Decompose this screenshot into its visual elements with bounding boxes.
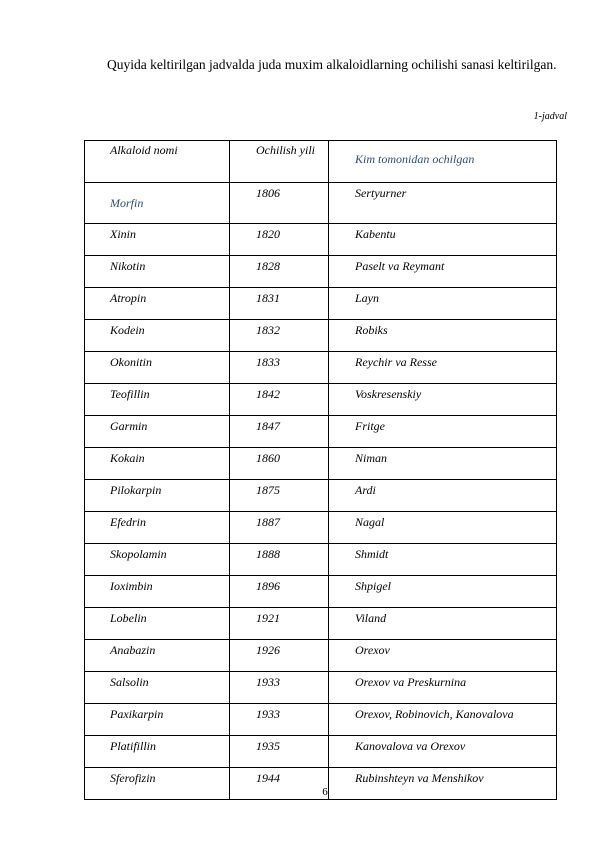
intro-paragraph: Quyida keltirilgan jadvalda juda muxim alkaloidlarning ochilishi sanasi keltirilgan. bbox=[107, 57, 557, 72]
alkaloid-table bbox=[84, 140, 557, 800]
table-row bbox=[85, 736, 557, 768]
cell-alkaloid-name: Efedrin bbox=[85, 512, 230, 544]
cell-discovery-year: 1842 bbox=[230, 384, 329, 416]
cell-discovery-year: 1935 bbox=[230, 736, 329, 768]
table-row bbox=[85, 480, 557, 512]
cell-discovery-year: 1832 bbox=[230, 320, 329, 352]
table-row bbox=[85, 416, 557, 448]
cell-discovered-by: Kanovalova va Orexov bbox=[329, 736, 557, 768]
table-row bbox=[85, 544, 557, 576]
cell-discovered-by: Paselt va Reymant bbox=[329, 256, 557, 288]
cell-discovery-year: 1828 bbox=[230, 256, 329, 288]
table-row bbox=[85, 576, 557, 608]
cell-discovered-by: Orexov va Preskurnina bbox=[329, 672, 557, 704]
cell-discovered-by: Ardi bbox=[329, 480, 557, 512]
cell-discovered-by: Reychir va Resse bbox=[329, 352, 557, 384]
cell-discovered-by: Shpigel bbox=[329, 576, 557, 608]
cell-discovery-year: 1887 bbox=[230, 512, 329, 544]
cell-discovery-year: 1833 bbox=[230, 352, 329, 384]
cell-discovered-by: Robiks bbox=[329, 320, 557, 352]
table-row bbox=[85, 704, 557, 736]
table-row bbox=[85, 256, 557, 288]
cell-discovered-by: Orexov bbox=[329, 640, 557, 672]
cell-discovery-year: 1806 bbox=[230, 183, 329, 224]
cell-discovered-by: Viland bbox=[329, 608, 557, 640]
cell-alkaloid-name: Skopolamin bbox=[85, 544, 230, 576]
cell-discovery-year: 1888 bbox=[230, 544, 329, 576]
table-header-row bbox=[85, 141, 557, 183]
cell-discovery-year: 1921 bbox=[230, 608, 329, 640]
cell-discovery-year: 1933 bbox=[230, 704, 329, 736]
cell-alkaloid-name: Paxikarpin bbox=[85, 704, 230, 736]
cell-alkaloid-name: Okonitin bbox=[85, 352, 230, 384]
cell-discovery-year: 1933 bbox=[230, 672, 329, 704]
cell-alkaloid-name: Nikotin bbox=[85, 256, 230, 288]
table-row bbox=[85, 640, 557, 672]
cell-discovery-year: 1926 bbox=[230, 640, 329, 672]
cell-discovery-year: 1944 bbox=[230, 768, 329, 800]
cell-discovery-year: 1820 bbox=[230, 224, 329, 256]
cell-discovered-by: Shmidt bbox=[329, 544, 557, 576]
cell-alkaloid-name: Lobelin bbox=[85, 608, 230, 640]
cell-discovery-year: 1875 bbox=[230, 480, 329, 512]
table-row bbox=[85, 224, 557, 256]
table-row bbox=[85, 448, 557, 480]
table-row bbox=[85, 672, 557, 704]
cell-discovered-by: Kabentu bbox=[329, 224, 557, 256]
cell-discovered-by: Nagal bbox=[329, 512, 557, 544]
cell-alkaloid-name: Kodein bbox=[85, 320, 230, 352]
cell-alkaloid-name: Kokain bbox=[85, 448, 230, 480]
cell-discovered-by: Voskresenskiy bbox=[329, 384, 557, 416]
cell-discovered-by: Sertyurner bbox=[329, 183, 557, 224]
cell-alkaloid-name: Xinin bbox=[85, 224, 230, 256]
header-discovery-year: Ochilish yili bbox=[230, 141, 329, 183]
cell-alkaloid-name: Garmin bbox=[85, 416, 230, 448]
cell-alkaloid-name: Salsolin bbox=[85, 672, 230, 704]
cell-discovered-by: Niman bbox=[329, 448, 557, 480]
cell-alkaloid-name: Morfin bbox=[85, 183, 230, 224]
table-row bbox=[85, 512, 557, 544]
table-row bbox=[85, 183, 557, 224]
cell-alkaloid-name: Pilokarpin bbox=[85, 480, 230, 512]
cell-discovery-year: 1896 bbox=[230, 576, 329, 608]
page-number: 6 bbox=[322, 786, 328, 798]
table-row bbox=[85, 320, 557, 352]
cell-alkaloid-name: Platifillin bbox=[85, 736, 230, 768]
cell-discovered-by: Orexov, Robinovich, Kanovalova bbox=[329, 704, 557, 736]
cell-alkaloid-name: Ioximbin bbox=[85, 576, 230, 608]
table-row bbox=[85, 608, 557, 640]
cell-discovered-by: Layn bbox=[329, 288, 557, 320]
table-row bbox=[85, 352, 557, 384]
table-caption: 1-jadval bbox=[533, 111, 567, 122]
cell-alkaloid-name: Anabazin bbox=[85, 640, 230, 672]
cell-discovered-by: Fritge bbox=[329, 416, 557, 448]
table-row bbox=[85, 288, 557, 320]
cell-discovery-year: 1860 bbox=[230, 448, 329, 480]
cell-alkaloid-name: Teofillin bbox=[85, 384, 230, 416]
header-alkaloid-name: Alkaloid nomi bbox=[85, 141, 230, 183]
header-discovered-by: Kim tomonidan ochilgan bbox=[329, 141, 557, 183]
cell-alkaloid-name: Atropin bbox=[85, 288, 230, 320]
cell-alkaloid-name: Sferofizin bbox=[85, 768, 230, 800]
cell-discovered-by: Rubinshteyn va Menshikov bbox=[329, 768, 557, 800]
cell-discovery-year: 1847 bbox=[230, 416, 329, 448]
table-row bbox=[85, 384, 557, 416]
cell-discovery-year: 1831 bbox=[230, 288, 329, 320]
